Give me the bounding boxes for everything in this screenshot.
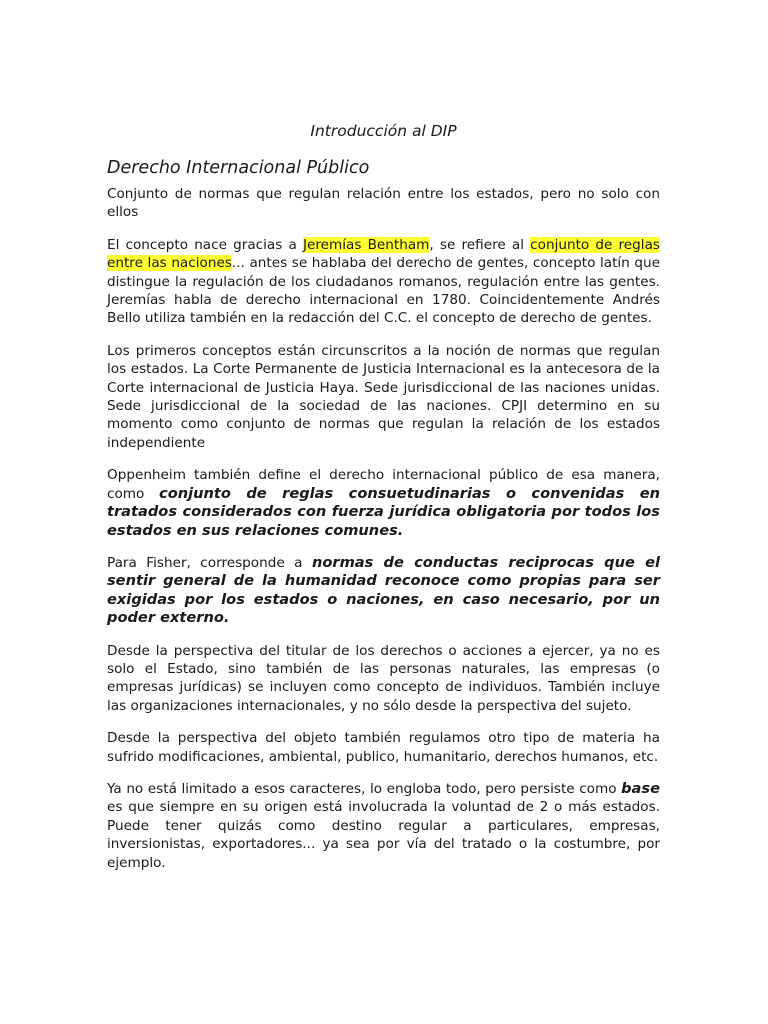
base-emphasis: base [621, 779, 660, 797]
highlight-conjunto-reglas: conjunto de reglas entre las naciones [107, 236, 660, 272]
oppenheim-definition: conjunto de reglas consuetudinarias o convenidas en tratados considerados con fuerza jurídica obligatoria por todos los estados en sus relaciones comunes. [107, 484, 661, 539]
document-title: Introducción al DIP [310, 122, 457, 140]
paragraph-1: Conjunto de normas que regulan relación entre los estados, pero no solo con ellos [107, 186, 660, 221]
paragraph-8-text-a: Ya no está limitado a esos caracteres, lo engloba todo, pero persiste como [107, 780, 622, 797]
paragraph-2 [107, 236, 660, 328]
paragraph-8 [107, 780, 660, 872]
paragraph-2-text-a: El concepto nace gracias a [107, 236, 303, 253]
paragraph-5-text-a: Para Fisher, corresponde a [107, 554, 312, 571]
paragraph-5 [107, 554, 660, 628]
document-body [107, 185, 660, 886]
paragraph-4-text-a: Oppenheim también define el derecho internacional público de esa manera, como [107, 467, 660, 502]
paragraph-3: Los primeros conceptos están circunscritos a la noción de normas que regulan los estados. La Corte Permanente de Justicia Internacional es la antecesora de la Corte internacional de Justicia Haya. Sede jurisdiccional de las naciones unidas. Sede jurisdiccional de la sociedad de las naciones. CPJI determino en su momento como conjunto de normas que regulan la relación de los estados independiente [107, 342, 660, 451]
paragraph-2-text-c: ... antes se hablaba del derecho de gentes, concepto latín que distingue la regulación de los ciudadanos romanos, regulación entre las gentes. Jeremías habla de derecho internacional en 1780. Coincidentemente Andrés Bello utiliza también en la redacción del C.C. el concepto de derecho de gentes. [107, 255, 660, 327]
section-heading: Derecho Internacional Público [107, 158, 370, 178]
paragraph-4 [107, 466, 660, 540]
fisher-definition: normas de conductas reciprocas que el sentir general de la humanidad reconoce como propias para ser exigidas por los estados o naciones, en caso necesario, por un poder externo. [107, 553, 660, 627]
paragraph-6: Desde la perspectiva del titular de los derechos o acciones a ejercer, ya no es solo el Estado, sino también de las personas naturales, las empresas (o empresas jurídicas) se incluyen como concepto de individuos. También incluye las organizaciones internacionales, y no sólo desde la perspectiva del sujeto. [107, 642, 660, 714]
paragraph-7: Desde la perspectiva del objeto también regulamos otro tipo de materia ha sufrido modificaciones, ambiental, publico, humanitario, derechos humanos, etc. [107, 730, 660, 765]
paragraph-8-text-b: es que siempre en su origen está involucrada la voluntad de 2 o más estados. Puede tener quizás como destino regular a particulares, empresas, inversionistas, exportadores... ya sea por vía del tratado o la costumbre, por ejemplo. [107, 799, 660, 871]
highlight-bentham: Jeremías Bentham [302, 236, 430, 253]
paragraph-2-text-b: , se refiere al [429, 236, 531, 253]
